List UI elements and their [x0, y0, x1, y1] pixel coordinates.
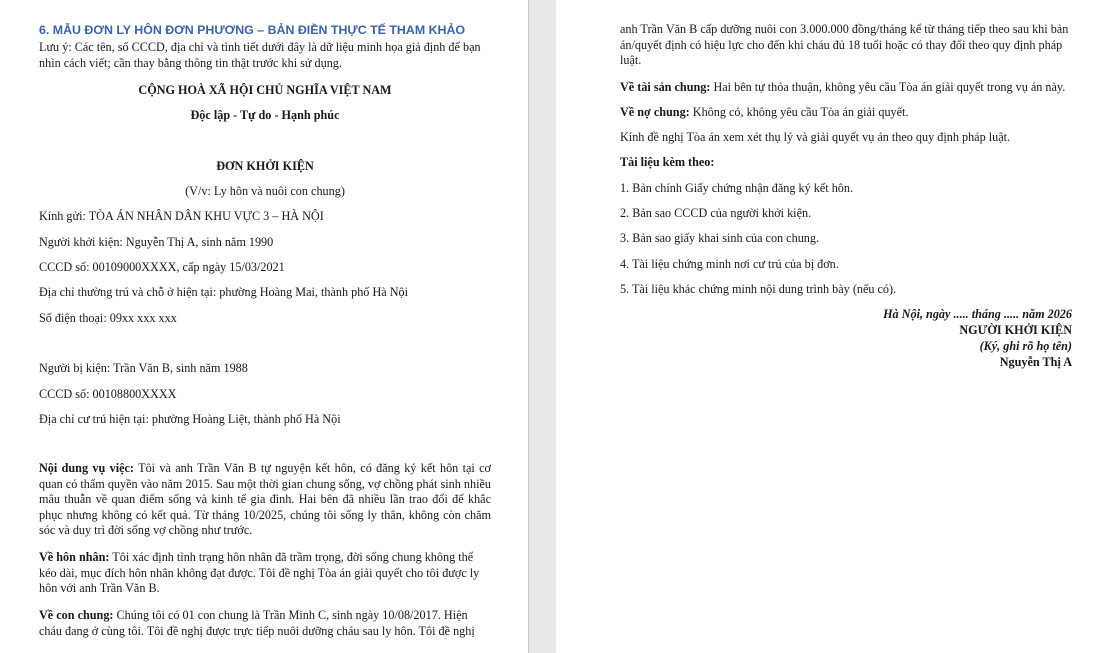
- attachment-item: 2. Bản sao CCCD của người khởi kiện.: [620, 206, 812, 220]
- signature-role: NGƯỜI KHỞI KIỆN: [959, 323, 1072, 337]
- motto: Độc lập - Tự do - Hạnh phúc: [190, 108, 340, 122]
- case-paragraph: [39, 461, 491, 539]
- attachment-item: 3. Bản sao giấy khai sinh của con chung.: [620, 231, 820, 245]
- note-text: Lưu ý: Các tên, số CCCD, địa chỉ và tình tiết dưới đây là dữ liệu minh họa giả định để bạn nhìn cách viết; cần thay bằng thông tin thật trước khi sử dụng.: [39, 40, 481, 70]
- signature-note: (Ký, ghi rõ họ tên): [979, 339, 1072, 353]
- children-text: Chúng tôi có 01 con chung là Trần Minh C, sinh ngày 10/08/2017. Hiện cháu đang ở cùng tôi. Tôi đề nghị được trực tiếp nuôi dưỡng cháu sau ly hôn. Tôi đề nghị: [39, 608, 475, 638]
- marriage-text: Tôi xác định tình trạng hôn nhân đã trầm trọng, đời sống chung không thể kéo dài, mục đích hôn nhân không đạt được. Tôi đề nghị Tòa án giải quyết cho tôi được ly hôn với anh Trần Văn B.: [39, 550, 480, 595]
- debt-label: Về nợ chung:: [620, 105, 690, 119]
- recipient-line: Kính gửi: TÒA ÁN NHÂN DÂN KHU VỰC 3 – HÀ NỘI: [39, 209, 324, 223]
- attachment-item: 1. Bản chính Giấy chứng nhận đăng ký kết hôn.: [620, 181, 854, 195]
- debt-paragraph: [620, 104, 1072, 120]
- nation-title: CỘNG HOÀ XÃ HỘI CHỦ NGHĨA VIỆT NAM: [138, 83, 392, 97]
- document-title: ĐƠN KHỞI KIỆN: [216, 159, 314, 173]
- defendant-id: CCCD số: 00108800XXXX: [39, 387, 177, 401]
- children-label: Về con chung:: [39, 608, 114, 622]
- children-paragraph: [39, 608, 491, 639]
- attachment-item: 5. Tài liệu khác chứng minh nội dung trình bày (nếu có).: [620, 282, 897, 296]
- page-gutter: [528, 0, 558, 653]
- marriage-label: Về hôn nhân:: [39, 550, 110, 564]
- request-text: Kính đề nghị Tòa án xem xét thụ lý và giải quyết vụ án theo quy định pháp luật.: [620, 130, 1011, 144]
- children-continuation: anh Trần Văn B cấp dưỡng nuôi con 3.000.000 đồng/tháng kể từ tháng tiếp theo sau khi bản án/quyết định có hiệu lực cho đến khi cháu đủ 18 tuổi hoặc có thay đổi theo quy định pháp luật.: [620, 22, 1069, 67]
- defendant-address: Địa chỉ cư trú hiện tại: phường Hoàng Liệt, thành phố Hà Nội: [39, 412, 341, 426]
- debt-text: Không có, không yêu cầu Tòa án giải quyết.: [689, 105, 909, 119]
- document-subject: (V/v: Ly hôn và nuôi con chung): [185, 184, 345, 198]
- case-label: Nội dung vụ việc:: [39, 461, 134, 475]
- case-text: Tôi và anh Trần Văn B tự nguyện kết hôn, có đăng ký kết hôn tại cơ quan có thẩm quyền vào năm 2015. Sau một thời gian chung sống, vợ chồng phát sinh nhiều mâu thuẫn về quan điểm sống và kinh tế gia đình. Hai bên đã nhiều lần trao đổi để khắc phục nhưng không có kết quả. Từ tháng 10/2025, chúng tôi sống ly thân, không còn chăm sóc và duy trì đời sống vợ chồng như trước.: [39, 461, 491, 537]
- signature-name: Nguyễn Thị A: [999, 355, 1072, 369]
- defendant-name: Người bị kiện: Trần Văn B, sinh năm 1988: [39, 361, 248, 375]
- property-text: Hai bên tự thỏa thuận, không yêu cầu Tòa án giải quyết trong vụ án này.: [710, 80, 1066, 94]
- section-heading: 6. MẪU ĐƠN LY HÔN ĐƠN PHƯƠNG – BẢN ĐIỀN THỰC TẾ THAM KHẢO: [39, 23, 466, 37]
- property-paragraph: [620, 79, 1072, 95]
- plaintiff-name: Người khởi kiện: Nguyễn Thị A, sinh năm 1990: [39, 235, 274, 249]
- plaintiff-id: CCCD số: 00109000XXXX, cấp ngày 15/03/2021: [39, 260, 285, 274]
- plaintiff-phone: Số điện thoại: 09xx xxx xxx: [39, 311, 177, 325]
- plaintiff-address: Địa chỉ thường trú và chỗ ở hiện tại: phường Hoàng Mai, thành phố Hà Nội: [39, 285, 408, 299]
- attachment-item: 4. Tài liệu chứng minh nơi cư trú của bị đơn.: [620, 257, 839, 271]
- left-page: [0, 0, 528, 653]
- property-label: Về tài sản chung:: [620, 80, 711, 94]
- right-page: [556, 0, 1100, 653]
- marriage-paragraph: [39, 550, 491, 597]
- attachments-label: Tài liệu kèm theo:: [620, 155, 715, 169]
- signature-date: Hà Nội, ngày ..... tháng ..... năm 2026: [883, 307, 1072, 321]
